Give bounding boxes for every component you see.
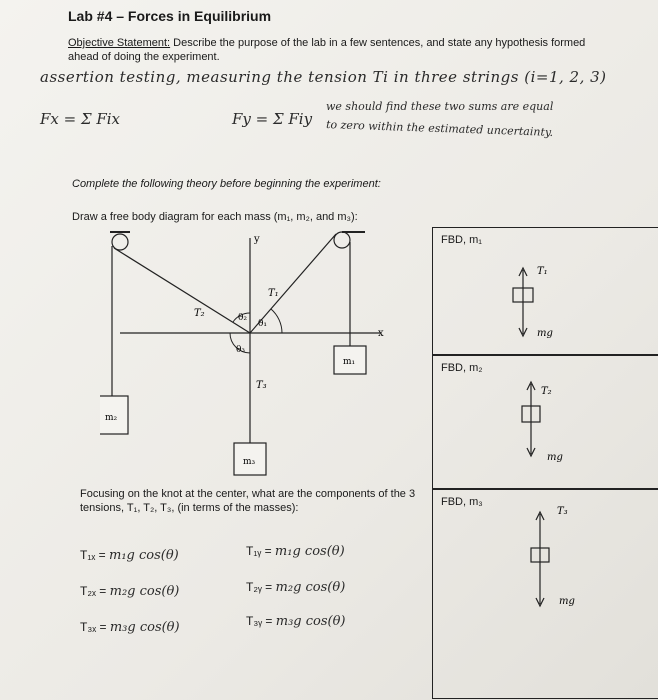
setup-diagram bbox=[100, 228, 400, 478]
t2y-value: m₂g cos(θ) bbox=[275, 580, 346, 595]
fbd-m1-down-label: mg bbox=[537, 328, 553, 339]
objective-label: Objective Statement: bbox=[68, 37, 171, 49]
component-t3y bbox=[246, 614, 346, 629]
theta-3-label: θ₃ bbox=[236, 345, 246, 355]
theory-instruction: Complete the following theory before beginning the experiment: bbox=[72, 178, 381, 190]
component-t2x bbox=[80, 584, 179, 599]
fbd-label-m1: FBD, m₁ bbox=[441, 234, 482, 246]
t1x-value: m₁g cos(θ) bbox=[109, 548, 179, 563]
handwritten-line-2b: to zero within the estimated uncertainty. bbox=[325, 118, 554, 139]
mass-m2-label: m₂ bbox=[105, 413, 118, 423]
t1-label: T₁ bbox=[268, 288, 279, 299]
mass-m1-label: m₁ bbox=[343, 357, 356, 367]
handwritten-line-1: assertion testing, measuring the tension Ti in three strings (i=1, 2, 3) bbox=[40, 68, 607, 86]
fbd-label-m3: FBD, m₃ bbox=[441, 496, 483, 508]
fbd-m2-drawing bbox=[501, 378, 611, 468]
objective-statement bbox=[68, 36, 608, 64]
t3-label: T₃ bbox=[256, 380, 267, 391]
component-t3x bbox=[80, 620, 180, 635]
angle-arc-1 bbox=[271, 309, 282, 333]
fbd-m1-up-label: T₁ bbox=[537, 266, 548, 277]
theta-2-label: θ₂ bbox=[238, 313, 248, 323]
component-t1x bbox=[80, 548, 179, 563]
t2y-label: T₂ᵧ = bbox=[246, 580, 273, 594]
objective-text: Describe the purpose of the lab in a few sentences, and state any hypothesis formed ahead of doing the experiment. bbox=[68, 37, 586, 63]
fbd-m3-drawing bbox=[515, 500, 625, 620]
t1x-label: T₁ₓ = bbox=[80, 548, 106, 562]
t3y-value: m₃g cos(θ) bbox=[275, 614, 346, 629]
fbd-m3-down-label: mg bbox=[559, 596, 575, 607]
fbd-box-m2 bbox=[432, 355, 658, 489]
handwritten-fy: Fy = Σ Fiy bbox=[232, 110, 313, 128]
t2x-label: T₂ₓ = bbox=[80, 584, 107, 598]
fbd-label-m2: FBD, m₂ bbox=[441, 362, 483, 374]
handwritten-line-2a: we should find these two sums are equal bbox=[326, 100, 554, 113]
fbd-box-m1 bbox=[432, 227, 658, 355]
fbd-m2-down-label: mg bbox=[547, 452, 563, 463]
y-axis-label: y bbox=[254, 234, 260, 245]
draw-instruction: Draw a free body diagram for each mass (m₁, m₂, and m₃): bbox=[72, 211, 358, 223]
t1y-value: m₁g cos(θ) bbox=[274, 544, 345, 559]
t3x-value: m₃g cos(θ) bbox=[109, 620, 180, 635]
t3y-label: T₃ᵧ = bbox=[246, 614, 273, 628]
page-title: Lab #4 – Forces in Equilibrium bbox=[68, 8, 272, 24]
component-t1y bbox=[246, 544, 345, 559]
mass-m3-label: m₃ bbox=[243, 457, 256, 467]
focus-question: Focusing on the knot at the center, what are the components of the 3 tensions, T₁, T₂, T₃, (in terms of the masses): bbox=[80, 488, 416, 514]
fbd-m1-drawing bbox=[493, 264, 603, 344]
handwritten-fx: Fx = Σ Fix bbox=[40, 110, 121, 128]
t3x-label: T₃ₓ = bbox=[80, 620, 107, 634]
x-axis-label: x bbox=[378, 328, 384, 339]
t2x-value: m₂g cos(θ) bbox=[109, 584, 180, 599]
string-t2 bbox=[114, 248, 250, 333]
fbd-m2-up-label: T₂ bbox=[541, 386, 552, 397]
t1y-label: T₁ᵧ = bbox=[246, 544, 272, 558]
fbd-m3-up-label: T₃ bbox=[557, 506, 568, 517]
t2-label: T₂ bbox=[194, 308, 205, 319]
fbd-box-m3 bbox=[432, 489, 658, 699]
theta-1-label: θ₁ bbox=[258, 319, 268, 329]
component-t2y bbox=[246, 580, 345, 595]
